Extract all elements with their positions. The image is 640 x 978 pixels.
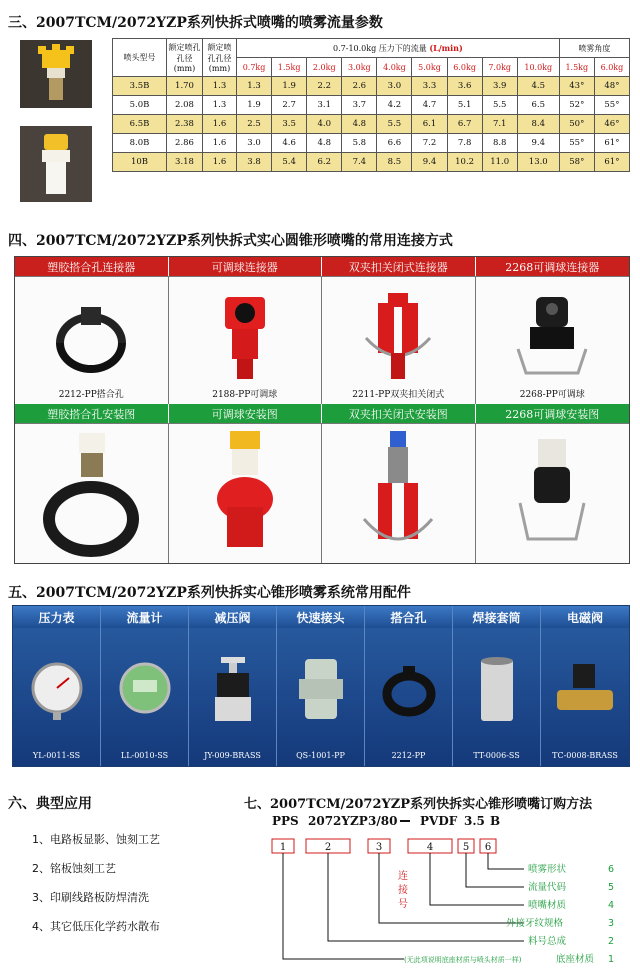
code-part: 3.5 — [464, 814, 485, 828]
connector-grid — [14, 256, 630, 564]
ball-install-icon — [205, 429, 285, 559]
solenoid-valve-icon — [553, 660, 617, 720]
accessory-card — [277, 606, 365, 766]
accessory-name: 搭合孔 — [365, 606, 452, 628]
install-head: 可调球安装图 — [169, 404, 323, 423]
ordering-diagram — [244, 813, 634, 973]
accessory-code: LL-0010-SS — [120, 751, 169, 760]
legend-label: 外接牙纹规格 — [506, 918, 564, 929]
flow-parameter-table — [112, 38, 630, 172]
weld-sleeve-icon — [469, 655, 525, 725]
section6-title: 六、典型应用 — [8, 796, 92, 812]
nozzle-yellow-photo — [20, 40, 92, 108]
angle-pressure-col: 1.5kg — [559, 58, 594, 77]
connector-head: 可调球连接器 — [169, 257, 323, 276]
adjustable-ball-clip-icon — [512, 293, 592, 383]
legend-num: 6 — [608, 864, 615, 875]
accessory-card — [189, 606, 277, 766]
install-head: 双夹扣关闭式安装图 — [322, 404, 476, 423]
applications — [8, 793, 160, 947]
adjustable-install-icon — [512, 429, 592, 559]
quick-coupling-icon — [293, 655, 349, 725]
pressure-col: 10.0kg — [517, 58, 559, 77]
list-item: 4、其它低压化学药水散布 — [32, 920, 160, 933]
install-cell — [476, 423, 630, 563]
connector-label-char: 接 — [398, 885, 408, 896]
ordering-method — [244, 793, 634, 973]
accessory-code: YL-0011-SS — [32, 751, 81, 760]
legend-label: 底座材质 — [556, 954, 595, 965]
flow-meter-icon — [117, 660, 173, 720]
pressure-col: 1.5kg — [272, 58, 307, 77]
connector-label — [398, 870, 408, 910]
box-number: 4 — [426, 842, 434, 853]
list-item: 1、电路板显影、蚀刻工艺 — [32, 833, 160, 846]
accessory-name: 快速接头 — [277, 606, 364, 628]
nozzle-white-photo — [20, 126, 92, 202]
header-model: 喷头型号 — [113, 39, 167, 77]
accessory-name: 减压阀 — [189, 606, 276, 628]
accessory-name: 压力表 — [13, 606, 100, 628]
table-row: 10B 3.18 1.6 3.8 5.4 6.2 7.4 8.5 9.4 10.2 11.0 13.0 58° 61° — [113, 153, 630, 172]
section3-title: 三、2007TCM/2072YZP系列快拆式喷嘴的喷雾流量参数 — [8, 15, 383, 31]
clamp-saddle-icon — [381, 660, 437, 720]
connector-cell — [476, 276, 630, 404]
connector-cell — [169, 276, 323, 404]
pressure-gauge-icon — [29, 660, 85, 720]
accessory-card — [13, 606, 101, 766]
accessory-name: 流量计 — [101, 606, 188, 628]
clamp-saddle-icon — [46, 303, 136, 383]
table-row: 5.0B 2.08 1.3 1.9 2.7 3.1 3.7 4.2 4.7 5.1 5.5 6.5 52° 55° — [113, 96, 630, 115]
legend-num: 3 — [608, 918, 615, 929]
install-head: 2268可调球安装图 — [476, 404, 630, 423]
legend-label: 料号总成 — [528, 936, 567, 947]
connector-caption: 2211-PP双夹扣关闭式 — [352, 390, 445, 400]
table-row: 3.5B 1.70 1.3 1.3 1.9 2.2 2.6 3.0 3.3 3.6 3.9 4.5 43° 48° — [113, 77, 630, 96]
connector-caption: 2188-PP可调球 — [212, 390, 278, 400]
code-part: 3/80 — [368, 814, 398, 828]
table-row: 8.0B 2.86 1.6 3.0 4.6 4.8 5.8 6.6 7.2 7.8 8.8 9.4 55° 61° — [113, 134, 630, 153]
legend-num: 4 — [608, 900, 615, 911]
legend-num: 1 — [608, 954, 615, 965]
nozzle-white-icon — [34, 130, 78, 198]
header-rated-dia: 额定喷孔孔径 (mm) — [167, 39, 203, 77]
connector-head: 塑胶搭合孔连接器 — [15, 257, 169, 276]
header-angle: 喷雾角度 — [559, 39, 629, 58]
pressure-col: 2.0kg — [307, 58, 342, 77]
box-number: 2 — [324, 842, 332, 853]
legend-label: 流量代码 — [528, 882, 567, 893]
connector-caption: 2268-PP可调球 — [519, 390, 585, 400]
pressure-col: 0.7kg — [237, 58, 272, 77]
accessory-name: 电磁阀 — [541, 606, 629, 628]
accessory-card — [541, 606, 629, 766]
section5-title: 五、2007TCM/2072YZP系列快拆实心锥形喷雾系统常用配件 — [8, 585, 411, 601]
install-head: 塑胶搭合孔安装图 — [15, 404, 169, 423]
nozzle-yellow-icon — [34, 44, 78, 104]
connector-head: 2268可调球连接器 — [476, 257, 630, 276]
code-part: PPS — [272, 814, 299, 828]
connector-cell — [15, 276, 169, 404]
box-number: 5 — [462, 842, 470, 853]
list-item: 3、印刷线路板防焊清洗 — [32, 891, 149, 904]
pressure-col: 6.0kg — [447, 58, 482, 77]
pressure-col: 7.0kg — [482, 58, 517, 77]
accessory-card — [453, 606, 541, 766]
code-part: PVDF — [420, 814, 458, 828]
accessory-name: 焊接套筒 — [453, 606, 540, 628]
code-part: 2072YZP — [308, 814, 368, 828]
pressure-col: 3.0kg — [342, 58, 377, 77]
legend-note: (无此项说明底座材质与喷头材质一样) — [404, 956, 522, 964]
accessories-strip — [12, 605, 630, 767]
install-cell — [322, 423, 476, 563]
pressure-col: 4.0kg — [377, 58, 412, 77]
nozzle-photos — [20, 40, 92, 220]
legend-num: 2 — [608, 936, 615, 947]
install-cell — [15, 423, 169, 563]
pressure-col: 5.0kg — [412, 58, 447, 77]
connector-label-char: 连 — [398, 871, 408, 882]
list-item: 2、铭板蚀刻工艺 — [32, 862, 116, 875]
box-number: 6 — [484, 842, 492, 853]
double-clip-install-icon — [358, 429, 438, 559]
accessory-code: TT-0006-SS — [473, 751, 520, 760]
double-clip-icon — [358, 293, 438, 383]
legend-label: 喷嘴材质 — [528, 900, 567, 911]
section7-title: 七、2007TCM/2072YZP系列快拆实心锥形喷嘴订购方法 — [244, 797, 593, 812]
clamp-install-icon — [41, 429, 141, 559]
ball-joint-icon — [210, 293, 280, 383]
section4-title: 四、2007TCM/2072YZP系列快拆式实心圆锥形喷嘴的常用连接方式 — [8, 233, 453, 249]
accessory-code: QS-1001-PP — [296, 751, 345, 760]
legend-label: 喷雾形状 — [528, 864, 567, 875]
header-flow: 0.7-10.0kg 压力下的流量 (L/min) — [237, 39, 560, 58]
connector-cell — [322, 276, 476, 404]
box-number: 1 — [279, 842, 287, 853]
accessory-code: 2212-PP — [391, 751, 426, 760]
angle-pressure-col: 6.0kg — [594, 58, 629, 77]
header-rated-hole: 额定喷孔孔径 (mm) — [203, 39, 237, 77]
connector-head: 双夹扣关闭式连接器 — [322, 257, 476, 276]
connector-label-char: 号 — [398, 899, 408, 910]
pressure-reducing-valve-icon — [205, 655, 261, 725]
table-row: 6.5B 2.38 1.6 2.5 3.5 4.0 4.8 5.5 6.1 6.7 7.1 8.4 50° 46° — [113, 115, 630, 134]
connector-caption: 2212-PP搭合孔 — [58, 390, 124, 400]
install-cell — [169, 423, 323, 563]
accessory-card — [101, 606, 189, 766]
code-part: B — [490, 814, 501, 828]
legend-num: 5 — [608, 882, 615, 893]
accessory-code: JY-009-BRASS — [204, 751, 261, 760]
box-number: 3 — [375, 842, 383, 853]
accessory-card — [365, 606, 453, 766]
accessory-code: TC-0008-BRASS — [552, 751, 618, 760]
